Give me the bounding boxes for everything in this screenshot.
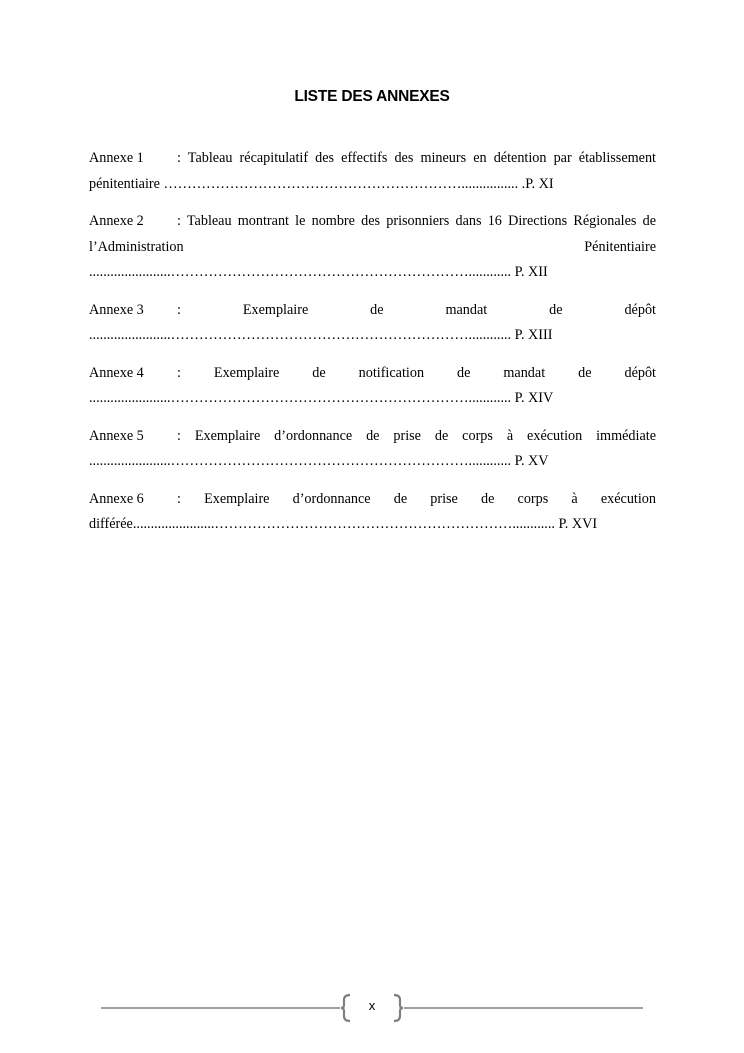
annex-entry-1 bbox=[89, 146, 656, 197]
annex-page-ref: P. XVI bbox=[558, 516, 598, 532]
annex-entry-6 bbox=[89, 487, 656, 538]
annex-number: Annexe 1 bbox=[89, 150, 144, 166]
annex-description: : Exemplaire d’ordonnance de prise de corps à exécution immédiate .......................………………………………………………………............ bbox=[89, 427, 656, 469]
annex-page-ref: P. XIV bbox=[514, 390, 554, 406]
page-footer bbox=[0, 990, 744, 1026]
page-number: x bbox=[368, 998, 376, 1013]
annex-description: : Tableau montrant le nombre des prisonniers dans 16 Directions Régionales de l’Administration Pénitentiaire .......................………………………………………………………............ bbox=[89, 213, 656, 280]
annex-number: Annexe 4 bbox=[89, 364, 144, 381]
annex-number: Annexe 3 bbox=[89, 301, 144, 318]
annex-number: Annexe 2 bbox=[89, 213, 144, 229]
annex-description: : Tableau récapitulatif des effectifs des mineurs en détention par établissement pénitentiaire ………………………………………………………................ . bbox=[89, 150, 656, 192]
annex-page-ref: P. XIII bbox=[514, 327, 553, 343]
annex-number: Annexe 5 bbox=[89, 427, 144, 444]
annex-description: : Exemplaire d’ordonnance de prise de corps à exécution différée.......................………………………………………………………............ bbox=[89, 490, 656, 532]
annex-entry-4 bbox=[89, 361, 656, 412]
annex-page-ref: P. XV bbox=[514, 453, 549, 469]
annex-page-ref: P. XII bbox=[514, 264, 548, 280]
annex-description: : Exemplaire de notification de mandat de dépôt .......................………………………………………………………............ bbox=[89, 364, 656, 406]
annex-entry-5 bbox=[89, 424, 656, 475]
page-title: LISTE DES ANNEXES bbox=[294, 88, 450, 105]
annex-number: Annexe 6 bbox=[89, 490, 144, 507]
annex-entry-2 bbox=[89, 209, 656, 286]
annex-entry-3 bbox=[89, 298, 656, 349]
annex-description: : Exemplaire de mandat de dépôt .......................………………………………………………………............ bbox=[89, 301, 656, 343]
annex-list bbox=[89, 146, 656, 550]
annex-page-ref: P. XI bbox=[525, 175, 554, 192]
